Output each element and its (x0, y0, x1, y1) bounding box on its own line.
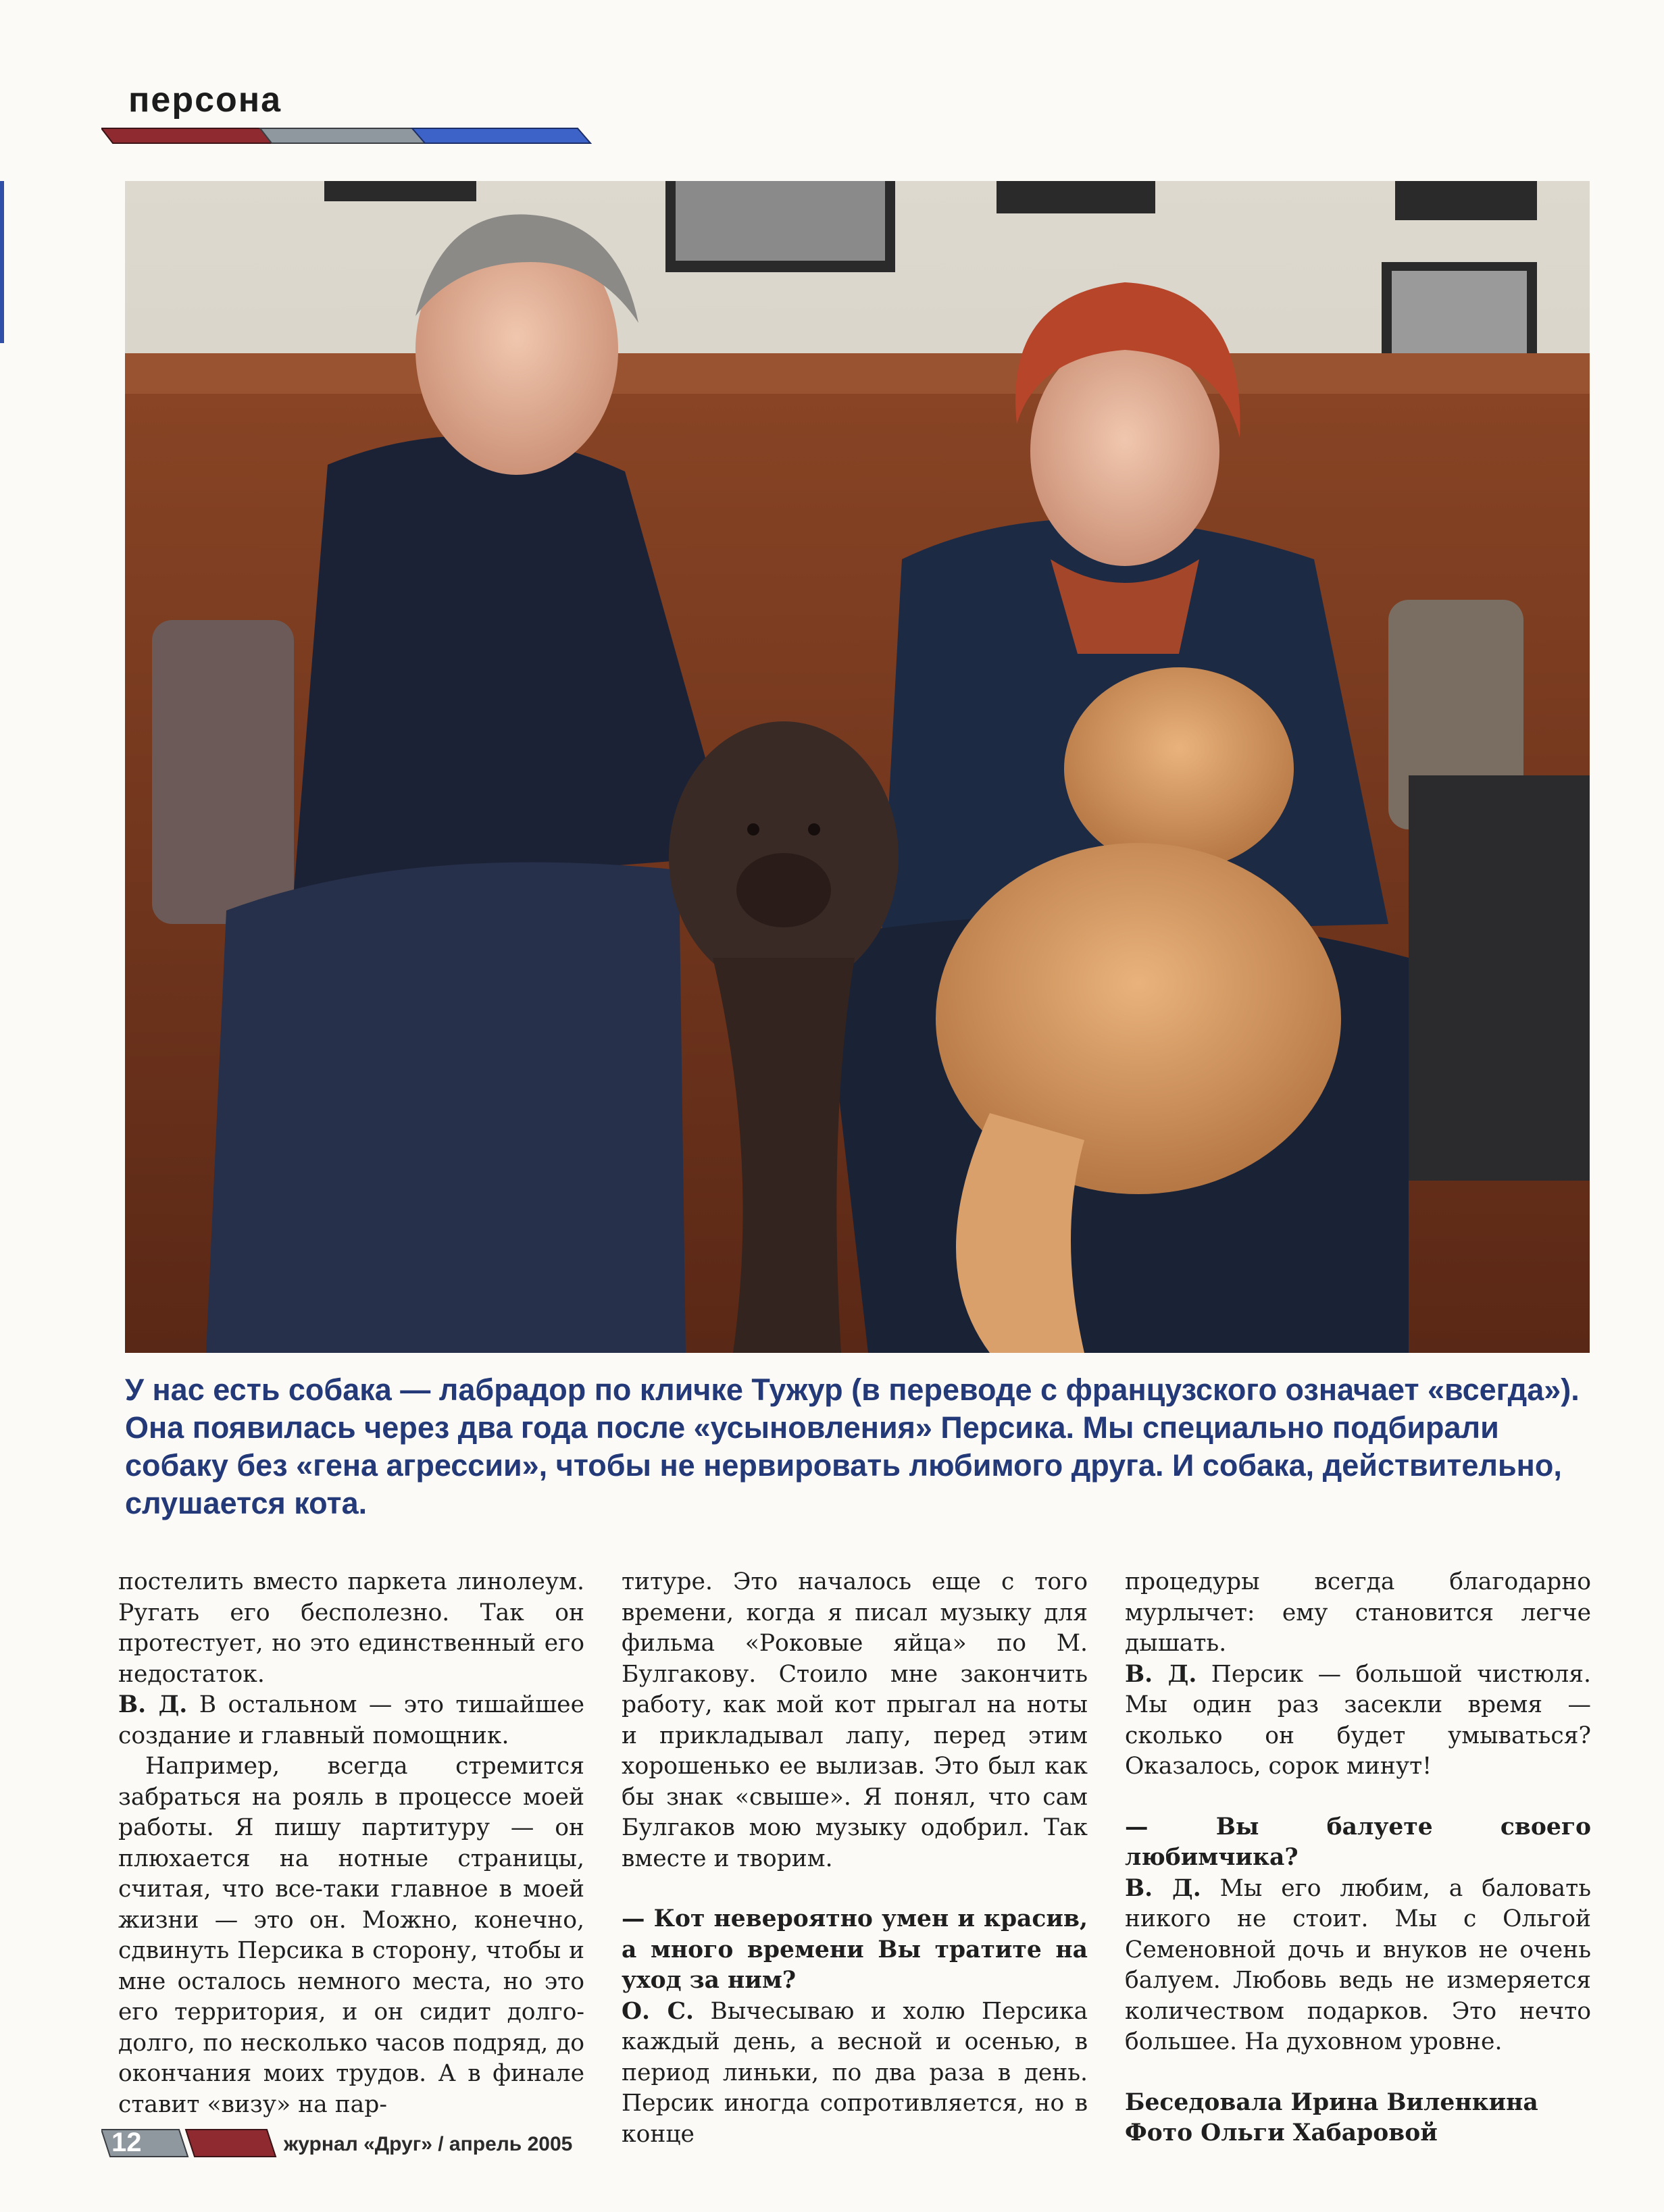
speaker-label: В. Д. (1125, 1874, 1201, 1902)
paragraph: титуре. Это началось еще с того времени, когда я писал музыку для фильма «Роковые яйца» по М. Булгакову. Стоило мне закончить работу, как мой кот прыгал на ноты и прикладывал лапу, перед этим хорошенько ее вылизав. Это был как бы знак «свыше». Я понял, что сам Булгаков мою музыку одобрил. Так вместе и творим. (622, 1568, 1088, 1872)
paragraph (118, 1690, 584, 1751)
page-number: 12 (111, 2128, 142, 2157)
page-edge-marker (0, 181, 4, 343)
text-column-2 (622, 1567, 1088, 2150)
paragraph-text: В остальном — это тишайшее создание и главный помощник. (118, 1691, 584, 1749)
speaker-label: В. Д. (118, 1691, 188, 1718)
interview-question: — Вы балуете своего любимчика? (1125, 1813, 1591, 1871)
interview-question: — Кот невероятно умен и красив, а много времени Вы тратите на уход за ним? (622, 1905, 1088, 1994)
paragraph-text: Вычесываю и холю Персика каждый день, а весной и осенью, в период линьки, по два раза в день. Персик иногда сопротивляется, но в конце (622, 1997, 1088, 2148)
header-ribbon (101, 126, 595, 146)
paragraph: постелить вместо паркета линолеум. Ругать его бесполезно. Так он протестует, но это единственный его недостаток. (118, 1568, 584, 1688)
credit-interviewer: Беседовала Ирина Виленкина (1125, 2088, 1538, 2116)
speaker-label: О. С. (622, 1997, 695, 2025)
paragraph: процедуры всегда благодарно мурлычет: ему становится легче дышать. (1125, 1568, 1591, 1657)
paragraph (622, 1997, 1088, 2151)
paragraph (1125, 1660, 1591, 1782)
photo-caption: У нас есть собака — лабрадор по кличке Тужур (в переводе с французского означает «всегда»). Она появилась через два года после «усыновления» Персика. Мы специально подбирали собаку без «гена агрессии», чтобы не нервировать любимого друга. И собака, действительно, слушается кота. (125, 1372, 1580, 1520)
speaker-label: В. Д. (1125, 1660, 1197, 1688)
text-column-3 (1125, 1567, 1591, 2149)
paragraph: Например, всегда стремится забраться на рояль в процессе моей работы. Я пишу партитуру — он плюхается на нотные страницы, считая, что все-таки главное в моей жизни — это он. Можно, конечно, сдвинуть Персика в сторону, чтобы и мне осталось немного места, но это его территория, и он сидит долго-долго, по несколько часов подряд, до окончания моих трудов. А в финале ставит «визу» на пар- (118, 1753, 584, 2118)
paragraph-text: Мы его любим, а баловать никого не стоит. Мы с Ольгой Семеновной дочь и внуков не очень балуем. Любовь ведь не измеряется количеством подарков. Это нечто большее. На духовном уровне. (1125, 1874, 1591, 2055)
publication-info: журнал «Друг» / апрель 2005 (284, 2133, 573, 2155)
text-column-1 (118, 1567, 584, 2120)
credit-photographer: Фото Ольги Хабаровой (1125, 2119, 1438, 2146)
photo-icon (125, 181, 1590, 1353)
photo (125, 181, 1590, 1353)
paragraph (1125, 1874, 1591, 2058)
section-title: персона (128, 80, 282, 120)
credits (1125, 2088, 1591, 2149)
paragraph-text: Персик — большой чистюля. Мы один раз засекли время — сколько он будет умываться? Оказалось, сорок минут! (1125, 1660, 1592, 1780)
